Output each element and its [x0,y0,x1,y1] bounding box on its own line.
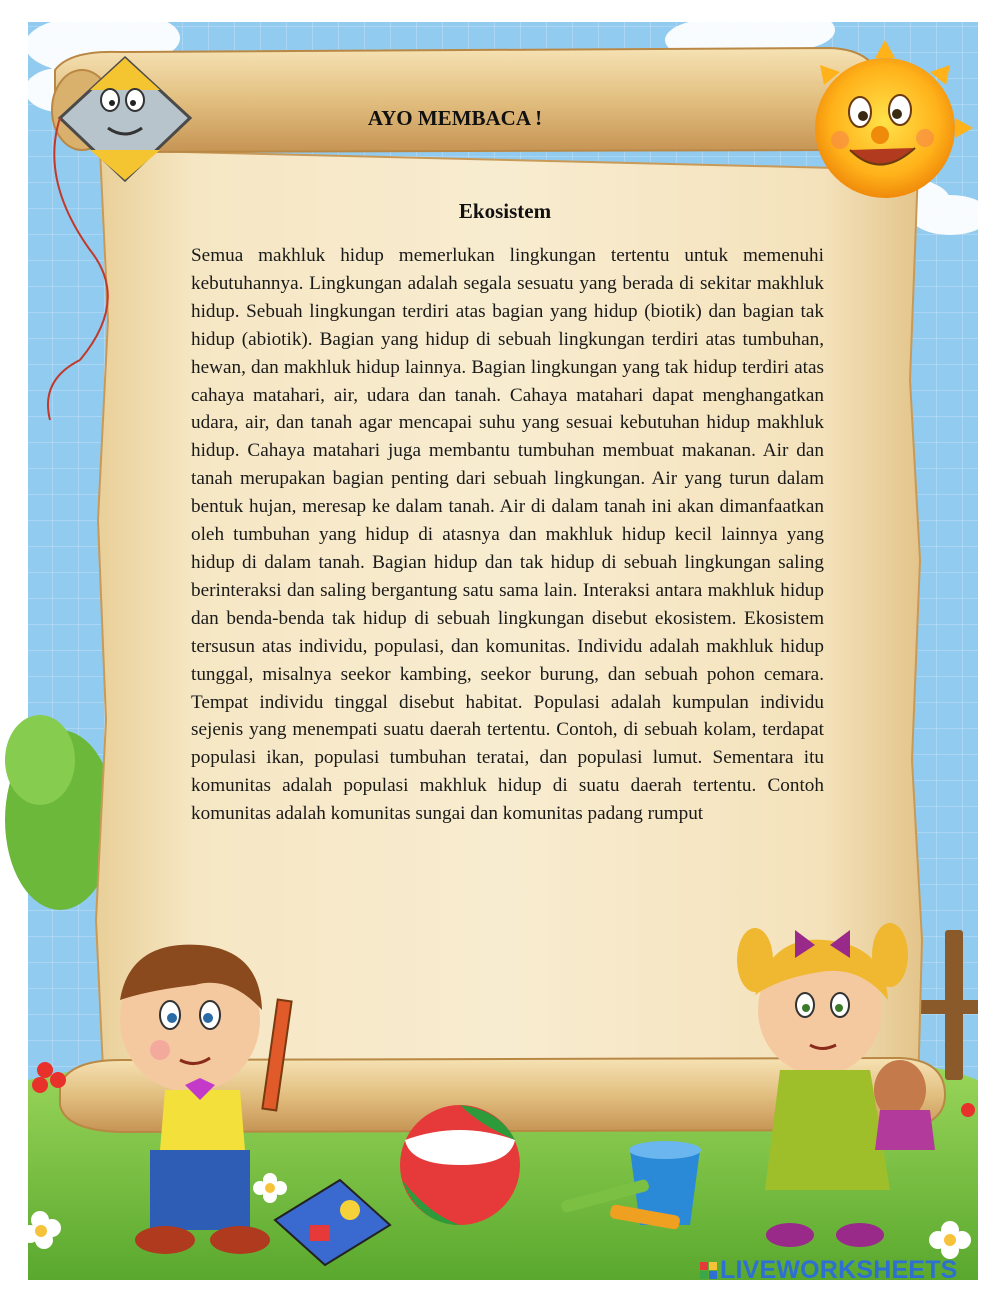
logo-wordmark: LIVEWORKSHEETS [720,1255,958,1284]
document-title: Ekosistem [458,199,552,223]
logo-mark-icon [700,1262,717,1279]
section-heading: AYO MEMBACA ! [367,106,543,130]
ball-illustration [400,1105,520,1225]
reading-paragraph: Semua makhluk hidup memerlukan lingkungan tertentu untuk memenuhi kebutuhannya. Lingkungan adalah segala sesuatu yang berada di sekitar makhluk hidup. Sebuah lingkungan terdiri atas bagian yang hidup (biotik) dan bagian tak hidup (abiotik). Bagian yang hidup di sebuah lingkungan terdiri atas tumbuhan, hewan, dan makhluk hidup lainnya. Bagian lingkungan yang tak hidup terdiri atas cahaya matahari, air, udara dan tanah. Cahaya matahari dapat menghangatkan udara, air, dan tanah agar mencapai suhu yang sesuai kebutuhan hidup makhluk hidup. Cahaya matahari juga membantu tumbuhan membuat makanan. Air dan tanah merupakan bagian penting dari sebuah lingkungan. Air yang turun dalam bentuk hujan, meresap ke dalam tanah. Air di dalam tanah ini akan dimanfaatkan oleh tumbuhan yang hidup di atasnya dan makhluk hidup kecil lainnya yang hidup di dalam tanah. Bagian hidup dan tak hidup di sebuah lingkungan saling berinteraksi dan saling bergantung satu sama lain. Interaksi antara makhluk hidup dan benda-benda tak hidup di sebuah lingkungan disebut ekosistem. Ekosistem tersusun atas individu, populasi, dan komunitas. Individu adalah makhluk hidup tunggal, misalnya seekor kambing, seekor burung, dan sebuah pohon cemara. Tempat individu tinggal disebut habitat. Populasi adalah kumpulan individu sejenis yang menempati suatu daerah tertentu. Contoh, di sebuah kolam, terdapat populasi ikan, populasi tumbuhan teratai, dan populasi lumut. Sementara itu komunitas adalah populasi makhluk hidup di suatu daerah tertentu. Contoh komunitas adalah komunitas sungai dan komunitas padang rumput [191,245,824,825]
liveworksheets-logo[interactable] [700,1255,958,1285]
